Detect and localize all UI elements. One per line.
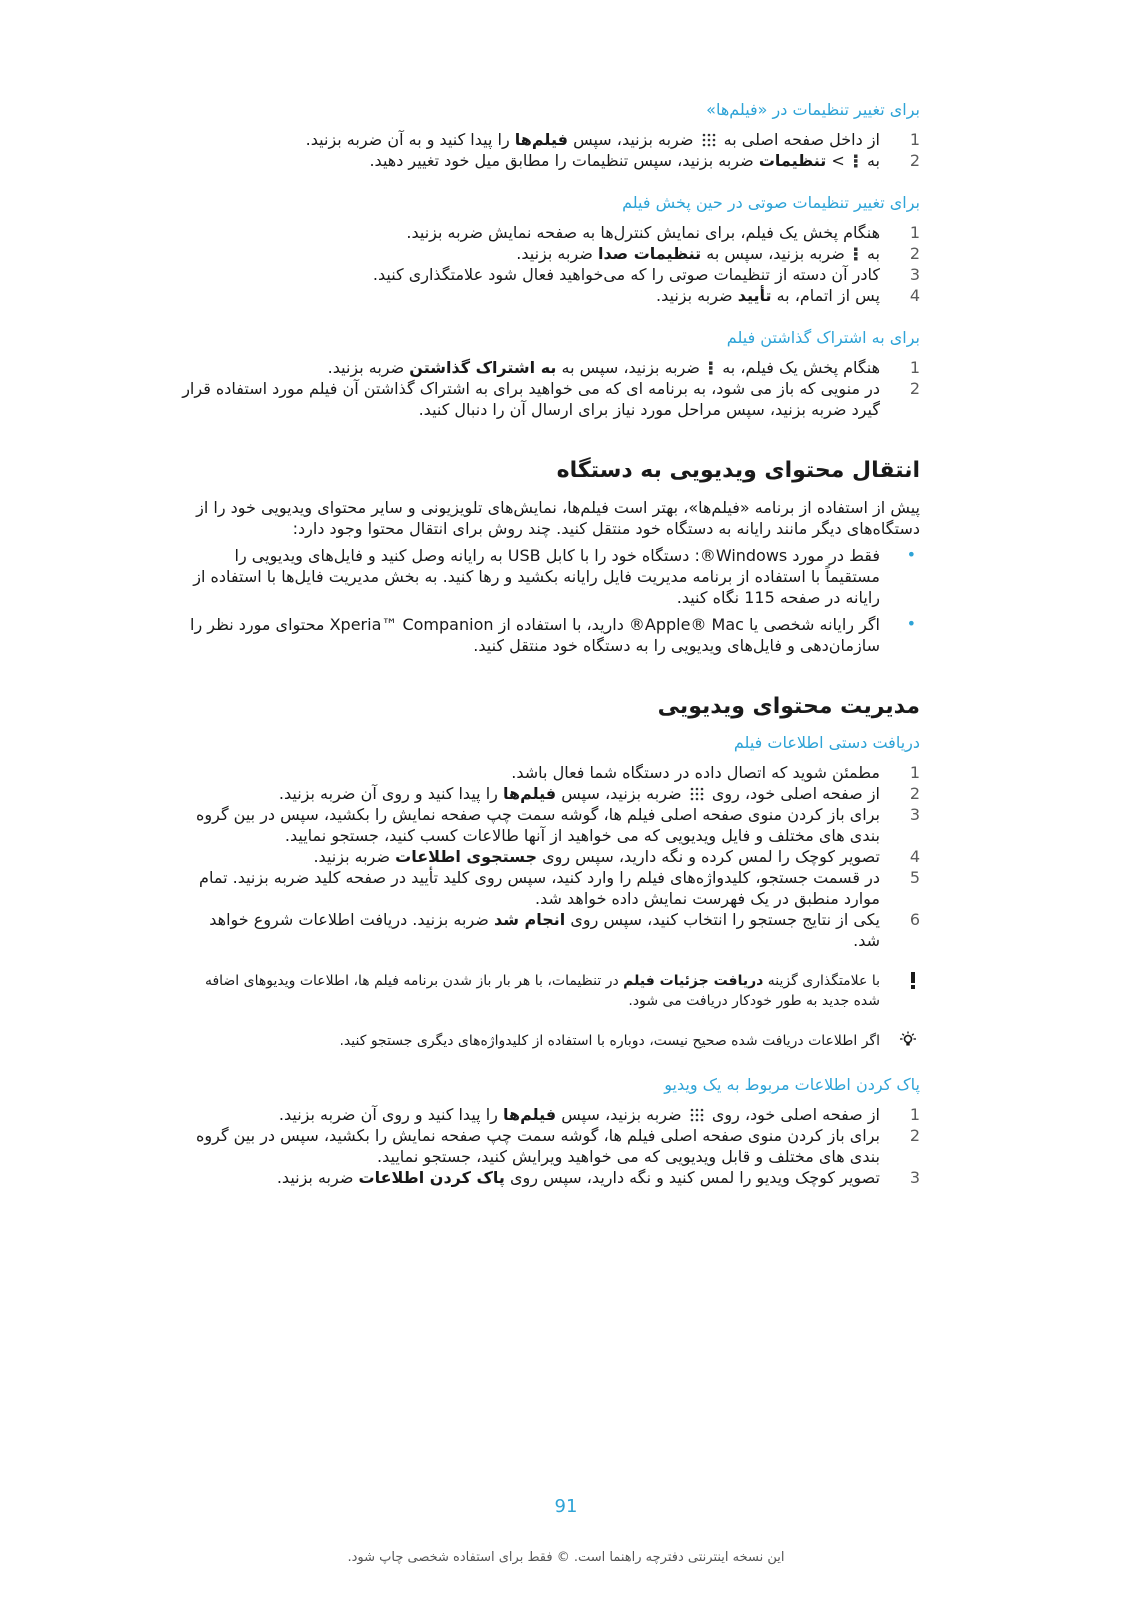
step-text: برای باز کردن منوی صفحه اصلی فیلم ها، گوشه سمت چپ صفحه نمایش را بکشید، سپس در بین گروه بندی های مختلف و قابل ویدیویی که می خواهید ویرایش کنید، جستجو نمایید.	[196, 1126, 880, 1166]
bullet-text: اگر رایانه شخصی یا Apple® Mac® دارید، با استفاده از Xperia™ Companion محتوای مورد نظر را سازمان‌دهی و فایل‌های ویدیویی را به دستگاه خود منتقل کنید.	[190, 615, 880, 655]
bullet-text: فقط در مورد Windows®: دستگاه خود را با کابل USB به رایانه وصل کنید و فایل‌های ویدیویی را مستقیماً با استفاده از برنامه مدیریت فایل رایانه بکشید و رها کنید. به بخش مدیریت فایل‌ها با استفاده از رایانه در صفحه 115 نگاه کنید.	[193, 546, 880, 607]
apps-grid-icon	[690, 787, 704, 801]
step-item	[180, 357, 920, 378]
step-item	[180, 783, 920, 804]
document-body	[180, 100, 920, 1188]
tip-note	[180, 1031, 920, 1051]
step-item	[180, 222, 920, 243]
step-number: 2	[909, 379, 920, 398]
exclamation-icon	[908, 971, 918, 995]
step-text: ضربه بزنید، سپس	[561, 784, 682, 803]
step-item	[180, 1104, 920, 1125]
step-item	[180, 804, 920, 846]
step-number: 1	[909, 223, 920, 242]
step-item	[180, 264, 920, 285]
step-item	[180, 150, 920, 171]
footer-text: این نسخه اینترنتی دفترچه راهنما است. © فقط برای استفاده شخصی چاپ شود.	[347, 1550, 785, 1565]
step-item	[180, 1125, 920, 1167]
note-bold-text: دریافت جزئیات فیلم	[623, 973, 764, 989]
steps-list	[180, 222, 920, 306]
step-text: را پیدا کنید و روی آن ضربه بزنید.	[278, 1105, 498, 1124]
note-text: در تنظیمات، با هر بار باز شدن برنامه فیلم ها، اطلاعات ویدیوهای اضافه شده جدید به طور خودکار دریافت می شود.	[204, 973, 880, 1009]
step-text: از داخل صفحه اصلی به	[723, 130, 880, 149]
step-text: ضربه بزنید.	[516, 244, 593, 263]
subsection-title: برای به اشتراک گذاشتن فیلم	[726, 328, 920, 347]
bullet-list	[180, 545, 920, 656]
step-bold-text: فیلم‌ها	[502, 784, 557, 803]
step-number: 2	[909, 784, 920, 803]
step-bold-text: جستجوی اطلاعات	[395, 847, 537, 866]
step-number: 1	[909, 763, 920, 782]
steps-list	[180, 129, 920, 171]
step-bold-text: تأیید	[737, 286, 772, 305]
step-text: به	[866, 151, 880, 170]
bullet-item	[180, 545, 920, 608]
step-text: ضربه بزنید. دریافت اطلاعات شروع خواهد شد.	[209, 910, 880, 950]
step-text: به	[866, 244, 880, 263]
step-text: ضربه بزنید.	[327, 358, 405, 377]
step-bold-text: فیلم‌ها	[514, 130, 568, 149]
steps-list	[180, 1104, 920, 1188]
lightbulb-icon	[898, 1031, 918, 1055]
step-number: 5	[909, 868, 920, 887]
subsection-title: پاک کردن اطلاعات مربوط به یک ویدیو	[664, 1075, 920, 1094]
step-text: در منویی که باز می شود، به برنامه ای که می خواهید برای به اشتراک گذاشتن آن فیلم مورد استفاده قرار گیرد ضربه بزنید، سپس مراحل مورد نیاز برای ارسال آن را دنبال کنید.	[182, 379, 880, 419]
step-item	[180, 762, 920, 783]
step-bold-text: به اشتراک گذاشتن	[409, 358, 557, 377]
step-bold-text: انجام شد	[493, 910, 566, 929]
step-number: 2	[909, 151, 920, 170]
step-text: ضربه بزنید، سپس	[573, 130, 694, 149]
step-item	[180, 129, 920, 150]
step-text: تصویر کوچک ویدیو را لمس کنید و نگه دارید، سپس روی	[509, 1168, 880, 1187]
step-number: 1	[909, 1105, 920, 1124]
step-bold-text: پاک کردن اطلاعات	[358, 1168, 505, 1187]
step-number: 6	[909, 910, 920, 929]
step-number: 3	[909, 805, 920, 824]
step-bold-text: تنظیمات صدا	[597, 244, 702, 263]
step-item	[180, 909, 920, 951]
section-heading: انتقال محتوای ویدیویی به دستگاه	[556, 458, 920, 483]
apps-grid-icon	[702, 133, 716, 147]
step-bold-text: فیلم‌ها	[502, 1105, 557, 1124]
note-text: با علامتگذاری گزینه	[767, 973, 880, 989]
subsection-title: برای تغییر تنظیمات صوتی در حین پخش فیلم	[622, 193, 920, 212]
step-text: ضربه بزنید، سپس	[561, 1105, 682, 1124]
subsection-title: دریافت دستی اطلاعات فیلم	[733, 733, 920, 752]
step-text: هنگام پخش یک فیلم، برای نمایش کنترل‌ها به صفحه نمایش ضربه بزنید.	[406, 223, 880, 242]
step-number: 4	[909, 847, 920, 866]
step-text: ضربه بزنید، سپس به	[706, 244, 845, 263]
step-number: 2	[909, 1126, 920, 1145]
step-number: 1	[909, 358, 920, 377]
step-text: مطمئن شوید که اتصال داده در دستگاه شما فعال باشد.	[511, 763, 880, 782]
step-text: ضربه بزنید، سپس به	[561, 358, 701, 377]
step-text: برای باز کردن منوی صفحه اصلی فیلم ها، گوشه سمت چپ صفحه نمایش را بکشید، سپس در بین گروه بندی های مختلف و فایل ویدیویی که می خواهید از آنها طالاعات کسب کنید، جستجو نمایید.	[196, 805, 880, 845]
more-vertical-icon	[853, 154, 859, 168]
step-item	[180, 285, 920, 306]
step-number: 3	[909, 1168, 920, 1187]
step-item	[180, 378, 920, 420]
bullet-icon: •	[906, 545, 916, 564]
step-bold-text: تنظیمات	[758, 151, 827, 170]
steps-list	[180, 357, 920, 420]
section-heading: مدیریت محتوای ویدیویی	[657, 694, 920, 719]
step-item	[180, 846, 920, 867]
warning-note	[180, 971, 920, 1011]
apps-grid-icon	[690, 1108, 704, 1122]
step-text: در قسمت جستجو، کلیدواژه‌های فیلم را وارد کنید، سپس روی کلید تأیید در صفحه کلید ضربه بزنید. تمام موارد منطبق در یک فهرست نمایش داده خواهد شد.	[199, 868, 880, 908]
step-text: ضربه بزنید، سپس تنظیمات را مطابق میل خود تغییر دهید.	[369, 151, 754, 170]
step-text: هنگام پخش یک فیلم، به	[722, 358, 880, 377]
step-item	[180, 1167, 920, 1188]
subsection-title: برای تغییر تنظیمات در «فیلم‌ها»	[706, 100, 920, 119]
step-number: 1	[909, 130, 920, 149]
steps-list	[180, 762, 920, 951]
step-item	[180, 243, 920, 264]
step-number: 2	[909, 244, 920, 263]
step-item	[180, 867, 920, 909]
more-vertical-icon	[853, 247, 859, 261]
step-text: یکی از نتایج جستجو را انتخاب کنید، سپس روی	[570, 910, 880, 929]
step-text: پس از اتمام، به	[776, 286, 880, 305]
step-text: از صفحه اصلی خود، روی	[711, 784, 880, 803]
step-text: کادر آن دسته از تنظیمات صوتی را که می‌خواهید فعال شود علامتگذاری کنید.	[372, 265, 880, 284]
paragraph: پیش از استفاده از برنامه «فیلم‌ها»، بهتر است فیلم‌ها، نمایش‌های تلویزیونی و سایر محتوای ویدیویی خود را از دستگاه‌های دیگر مانند رایانه به دستگاه خود منتقل کنید. چند روش برای انتقال محتوا وجود دارد:	[196, 498, 920, 538]
more-vertical-icon	[708, 361, 714, 375]
step-text: ضربه بزنید.	[656, 286, 733, 305]
step-text: را پیدا کنید و روی آن ضربه بزنید.	[278, 784, 498, 803]
step-text: ضربه بزنید.	[276, 1168, 354, 1187]
step-text: را پیدا کنید و به آن ضربه بزنید.	[305, 130, 510, 149]
tip-text: اگر اطلاعات دریافت شده صحیح نیست، دوباره با استفاده از کلیدواژه‌های دیگری جستجو کنید.	[339, 1033, 880, 1049]
bullet-item	[180, 614, 920, 656]
step-text: تصویر کوچک را لمس کرده و نگه دارید، سپس روی	[542, 847, 880, 866]
bullet-icon: •	[906, 614, 916, 633]
step-text: ضربه بزنید.	[313, 847, 391, 866]
step-text: >	[831, 151, 845, 170]
page-number: 91	[554, 1496, 578, 1517]
step-number: 4	[909, 286, 920, 305]
step-number: 3	[909, 265, 920, 284]
step-text: از صفحه اصلی خود، روی	[711, 1105, 880, 1124]
